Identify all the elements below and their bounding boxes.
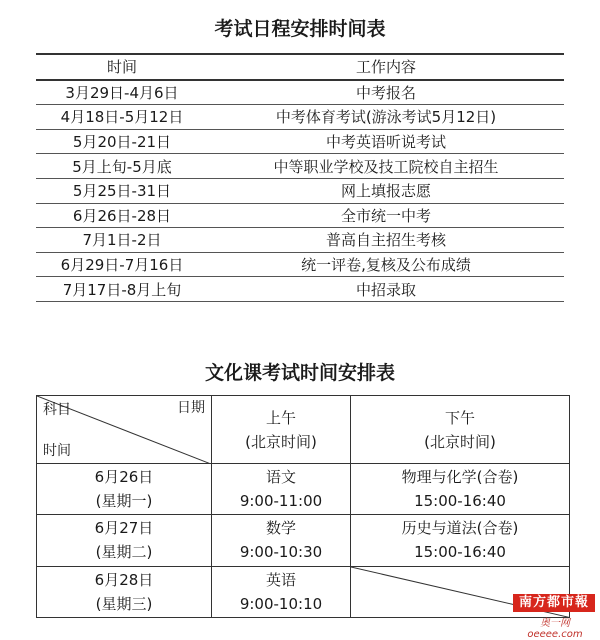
table-row [37, 566, 570, 617]
time-text: 15:00-16:40 [414, 492, 506, 511]
schedule-work-cell: 中考英语听说考试 [325, 133, 446, 152]
schedule-time-cell: 4月18日-5月12日 [60, 108, 184, 127]
schedule-work-cell: 全市统一中考 [340, 206, 431, 225]
corner-subject-label: 科目 [43, 402, 71, 418]
date-text: 6月26日 [94, 468, 154, 487]
schedule-time-cell: 5月25日-31日 [72, 182, 172, 201]
column-sub: (北京时间) [424, 432, 496, 451]
subject-text: 历史与道法(合卷) [401, 519, 519, 538]
table-row [36, 252, 564, 277]
schedule-header-time: 时间 [106, 58, 137, 77]
column-label: 上午 [265, 408, 296, 427]
column-label: 下午 [444, 408, 475, 427]
schedule-work-cell: 普高自主招生考核 [325, 231, 446, 250]
table-row [36, 277, 564, 302]
schedule-time-cell: 7月1日-2日 [82, 231, 162, 250]
time-text: 15:00-16:40 [414, 543, 506, 562]
date-text: 6月27日 [94, 519, 154, 538]
schedule-time-cell: 7月17日-8月上旬 [62, 280, 182, 299]
table-row [36, 228, 564, 253]
weekday-text: (星期一) [95, 492, 153, 511]
schedule-work-cell: 中招录取 [355, 280, 416, 299]
table-row [37, 515, 570, 566]
schedule-header-work: 工作内容 [355, 58, 416, 77]
subject-text: 数学 [265, 519, 296, 538]
schedule-work-cell: 网上填报志愿 [340, 182, 431, 201]
schedule-time-cell: 5月20日-21日 [72, 133, 172, 152]
schedule-header-row [36, 54, 564, 80]
culture-title: 文化课考试时间安排表 [204, 362, 395, 384]
culture-corner-cell [37, 396, 212, 464]
date-cell [37, 566, 212, 617]
culture-header-row [37, 396, 570, 464]
schedule-table [36, 53, 564, 302]
column-header-pm [351, 396, 570, 464]
table-row [36, 154, 564, 179]
table-row [36, 105, 564, 130]
weekday-text: (星期二) [95, 543, 153, 562]
subject-text: 英语 [265, 570, 296, 589]
am-cell [212, 515, 351, 566]
schedule-time-cell: 3月29日-4月6日 [65, 83, 179, 102]
am-cell [212, 566, 351, 617]
time-text: 9:00-11:00 [239, 492, 323, 511]
column-sub: (北京时间) [245, 432, 317, 451]
am-cell [212, 464, 351, 515]
schedule-work-cell: 中考报名 [355, 83, 416, 102]
table-row [36, 178, 564, 203]
table-row [36, 203, 564, 228]
schedule-work-cell: 中考体育考试(游泳考试5月12日) [275, 108, 497, 127]
schedule-time-cell: 6月26日-28日 [72, 206, 172, 225]
pm-cell [351, 464, 570, 515]
date-cell [37, 464, 212, 515]
table-row [36, 80, 564, 105]
subject-text: 语文 [265, 468, 296, 487]
schedule-time-cell: 5月上旬-5月底 [72, 157, 172, 176]
newspaper-logo: 南方都市報 [513, 594, 595, 612]
culture-table [36, 395, 570, 618]
schedule-title: 考试日程安排时间表 [214, 18, 386, 40]
date-cell [37, 515, 212, 566]
time-text: 9:00-10:10 [239, 594, 323, 613]
corner-time-label: 时间 [43, 443, 71, 459]
schedule-work-cell: 中等职业学校及技工院校自主招生 [273, 157, 499, 176]
pm-cell [351, 515, 570, 566]
site-watermark: 奥一网oeeee.com [527, 618, 583, 640]
schedule-time-cell: 6月29日-7月16日 [60, 256, 184, 275]
weekday-text: (星期三) [95, 594, 153, 613]
schedule-work-cell: 统一评卷,复核及公布成绩 [301, 256, 471, 275]
corner-date-label: 日期 [177, 400, 205, 416]
table-row [36, 129, 564, 154]
date-text: 6月28日 [94, 570, 154, 589]
column-header-am [212, 396, 351, 464]
subject-text: 物理与化学(合卷) [401, 468, 519, 487]
time-text: 9:00-10:30 [239, 543, 323, 562]
table-row [37, 464, 570, 515]
